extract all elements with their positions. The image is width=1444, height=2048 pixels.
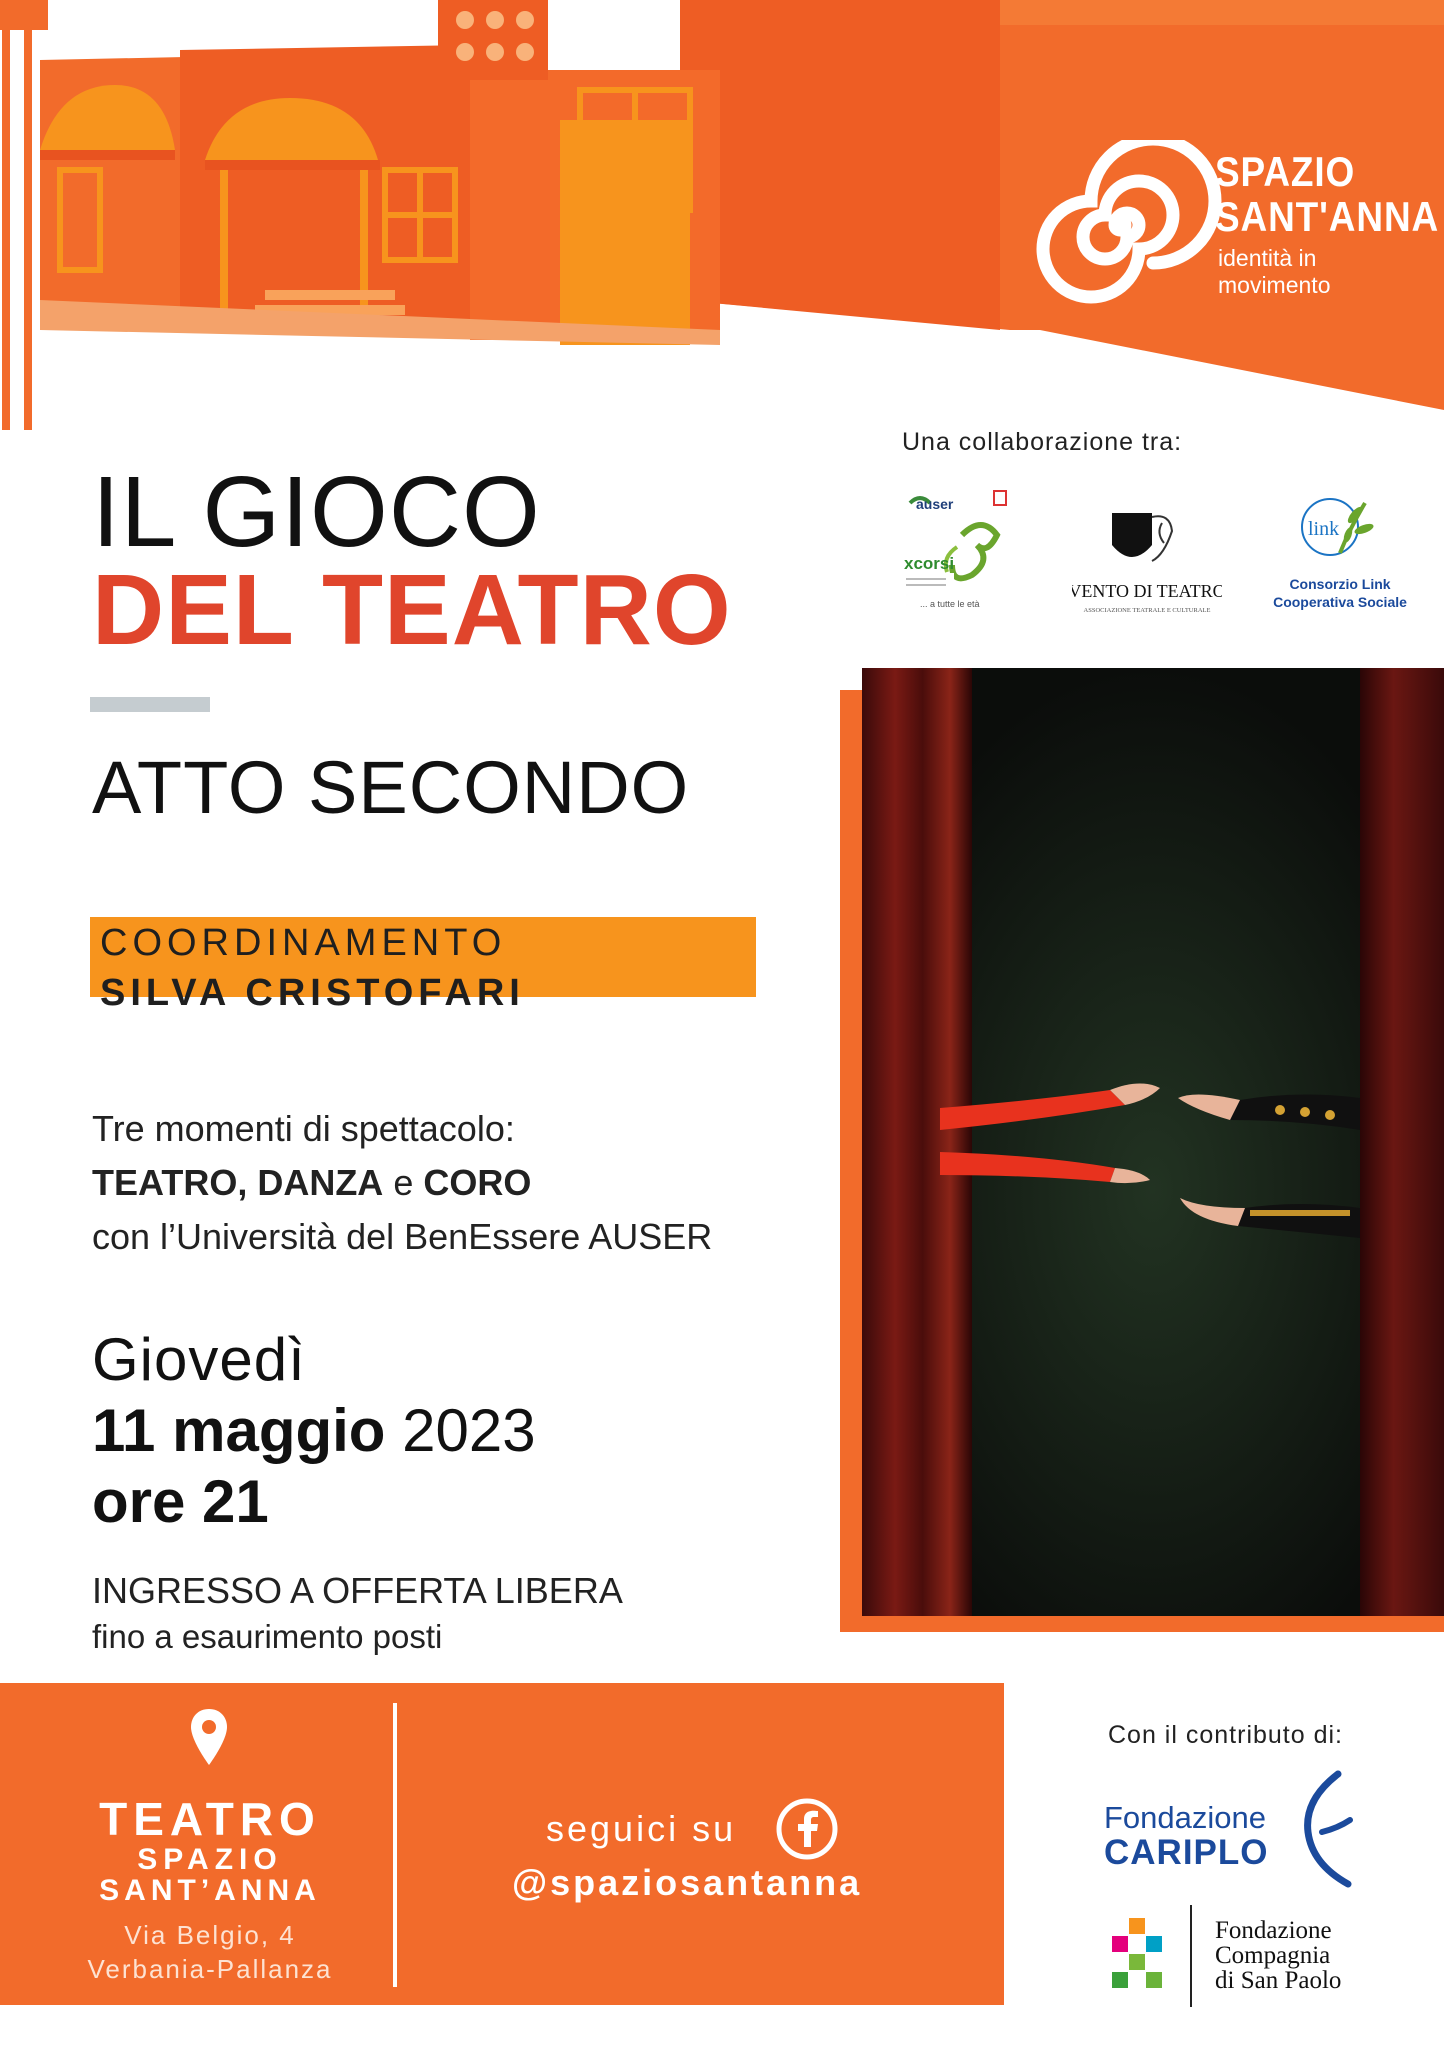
link-line2: Cooperativa Sociale	[1273, 594, 1407, 610]
cariplo-logo-line2: CARIPLO	[1104, 1833, 1269, 1872]
partner-logo-auser	[902, 485, 1022, 625]
collaboration-label: Una collaborazione tra:	[902, 428, 1183, 456]
logo-text-line1: SPAZIO	[1215, 148, 1356, 195]
entry-info-line1: INGRESSO A OFFERTA LIBERA	[92, 1570, 623, 1611]
compagnia-logo-line1: Fondazione	[1215, 1917, 1332, 1944]
logo-tagline-line1: identità in	[1218, 245, 1317, 271]
social-handle-link[interactable]: @spaziosantanna	[512, 1862, 863, 1903]
sponsor-divider	[1190, 1905, 1192, 2007]
subtitle: ATTO SECONDO	[92, 746, 690, 829]
event-date	[92, 1396, 536, 1465]
title-line1: IL GIOCO	[92, 456, 541, 568]
cariplo-mark-icon	[1298, 1770, 1354, 1890]
entry-info-line2: fino a esaurimento posti	[92, 1618, 443, 1655]
vento-name: VENTO DI TEATRO	[1072, 581, 1222, 601]
venue-name-line3: SANT’ANNA	[99, 1874, 321, 1907]
description-line3: con l’Università del BenEssere AUSER	[92, 1216, 713, 1257]
stage-curtain-photo	[840, 660, 1444, 1632]
facebook-icon[interactable]	[775, 1797, 839, 1861]
coordination-label: COORDINAMENTO	[100, 922, 507, 964]
compagnia-logo-line3: di San Paolo	[1215, 1967, 1342, 1994]
location-pin-icon	[188, 1707, 230, 1767]
logo-tagline-line2: movimento	[1218, 272, 1331, 298]
footer-divider	[393, 1703, 397, 1987]
auser-xcorsi: xcorsi	[904, 554, 955, 573]
event-date-year: 2023	[385, 1397, 536, 1464]
venue-name-line2: SPAZIO	[137, 1843, 283, 1876]
description-and: e	[383, 1162, 424, 1203]
description-coro: CORO	[423, 1162, 532, 1203]
coordinator-name: SILVA CRISTOFARI	[100, 972, 525, 1014]
cariplo-logo-line1: Fondazione	[1104, 1800, 1267, 1835]
compagnia-san-paolo-mark-icon	[1108, 1918, 1168, 1994]
description-line1: Tre momenti di spettacolo:	[92, 1108, 515, 1149]
logo-text-line2: SANT'ANNA	[1215, 193, 1440, 240]
description-line2	[92, 1162, 531, 1204]
sponsors-label: Con il contributo di:	[1108, 1721, 1344, 1749]
compagnia-logo-line2: Compagnia	[1215, 1942, 1331, 1969]
event-day: Giovedì	[92, 1326, 306, 1393]
vento-sub: ASSOCIAZIONE TEATRALE E CULTURALE	[1083, 607, 1211, 614]
event-time: ore 21	[92, 1468, 269, 1535]
partner-logo-vento-di-teatro	[1072, 505, 1222, 625]
venue-address-city: Verbania-Pallanza	[87, 1954, 333, 1984]
venue-address-street: Via Belgio, 4	[124, 1920, 296, 1950]
event-date-day-month: 11 maggio	[92, 1397, 386, 1464]
auser-name: auser	[916, 496, 954, 512]
link-line1: Consorzio Link	[1289, 576, 1391, 592]
auser-tagline: ... a tutte le età	[920, 599, 980, 609]
description-teatro-danza: TEATRO, DANZA	[92, 1162, 384, 1203]
title-divider	[90, 697, 210, 712]
title-line2: DEL TEATRO	[92, 554, 732, 666]
link-wordmark: link	[1308, 518, 1340, 540]
follow-us-label: seguici su	[546, 1808, 737, 1849]
venue-name-line1: TEATRO	[99, 1793, 321, 1845]
partner-logo-consorzio-link	[1260, 495, 1420, 625]
